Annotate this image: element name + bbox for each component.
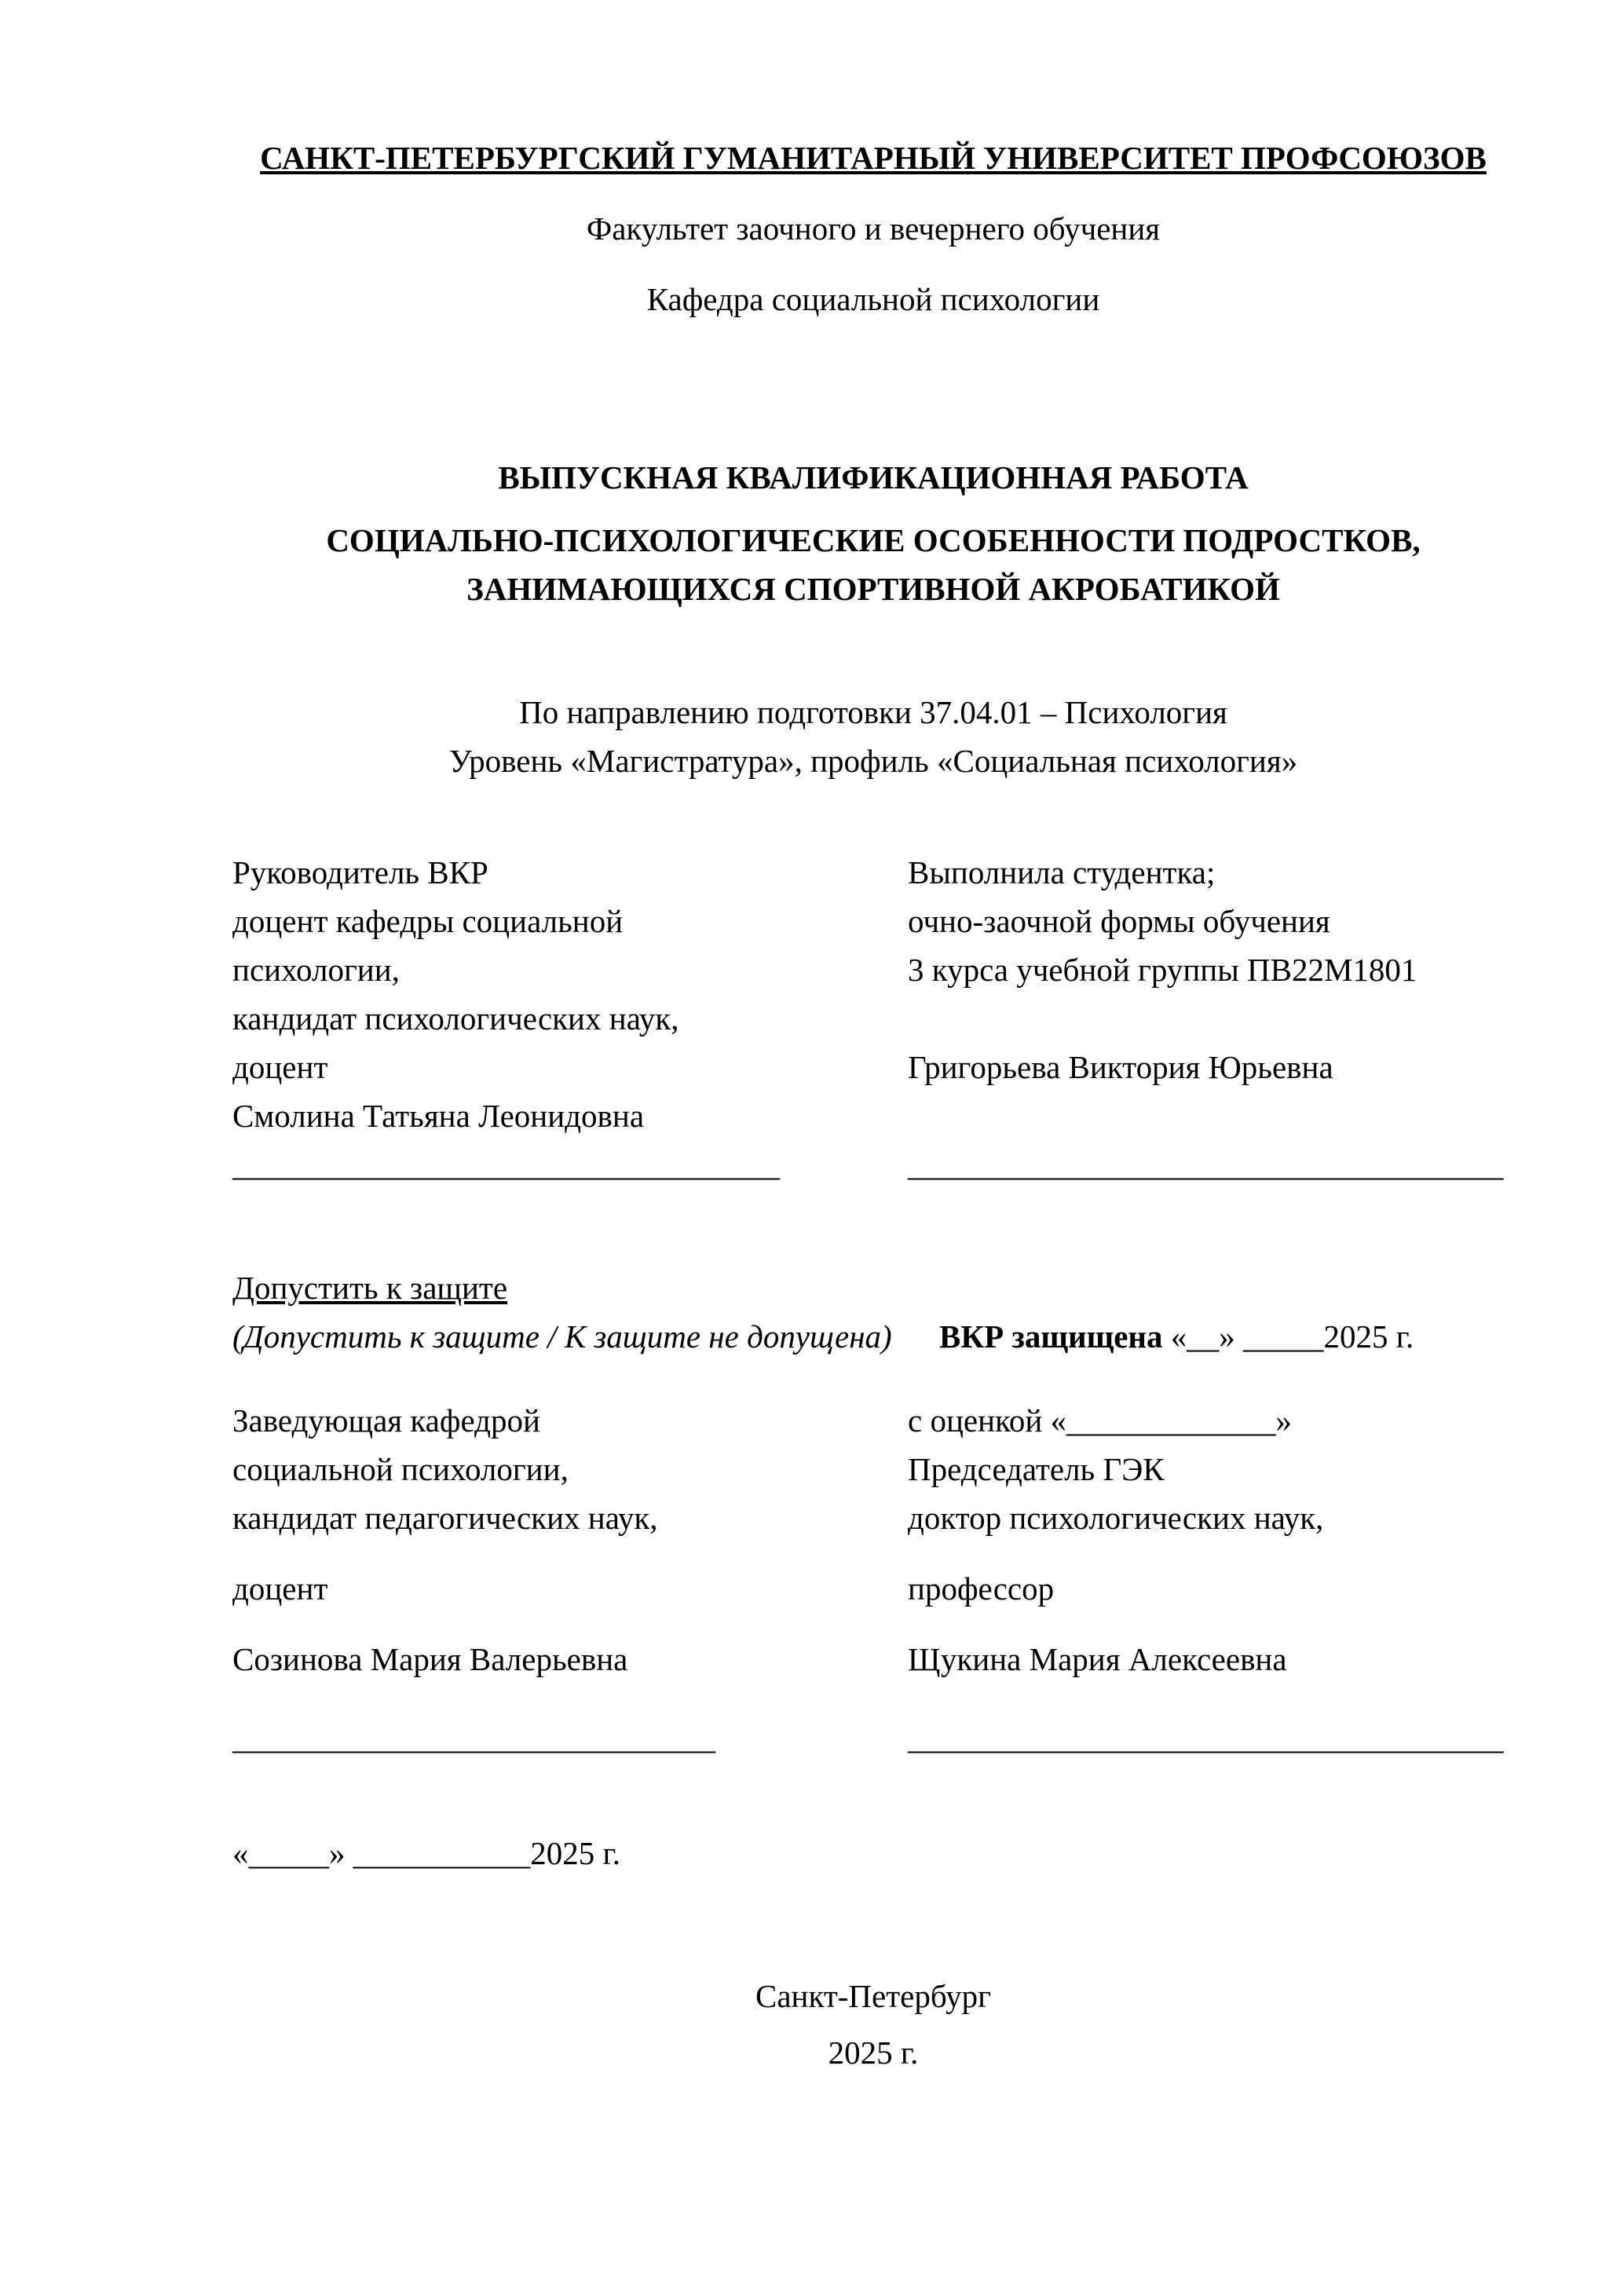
city-line: Санкт-Петербург bbox=[755, 1978, 991, 2014]
grade-blank-line: с оценкой «_____________» bbox=[908, 1402, 1293, 1439]
supervisor-name: Смолина Татьяна Леонидовна bbox=[232, 1098, 645, 1134]
dept-head-signature-line: ______________________________ bbox=[232, 1720, 715, 1756]
supervisor-position-line: психологии, bbox=[232, 952, 400, 988]
dept-head-rank-line: доцент bbox=[232, 1570, 328, 1607]
gek-chair-signature-line: _____________________________________ bbox=[908, 1720, 1504, 1756]
title-section bbox=[232, 453, 1514, 613]
gek-chair-degree-line: доктор психологических наук, bbox=[908, 1500, 1324, 1536]
admission-row bbox=[232, 1312, 1514, 1361]
year-line: 2025 г. bbox=[828, 2035, 919, 2071]
defense-date-blank: «__» _____2025 г. bbox=[1162, 1318, 1414, 1355]
gek-chair-role-line: Председатель ГЭК bbox=[908, 1451, 1165, 1487]
student-form-line: очно-заочной формы обучения bbox=[908, 903, 1330, 939]
student-signature-line: _____________________________________ bbox=[908, 1146, 1504, 1183]
thesis-title-line-2: ЗАНИМАЮЩИХСЯ СПОРТИВНОЙ АКРОБАТИКОЙ bbox=[466, 571, 1280, 607]
student-group-line: 3 курса учебной группы ПВ22М1801 bbox=[908, 952, 1417, 988]
admission-heading: Допустить к защите bbox=[232, 1270, 508, 1306]
gek-chair-name: Щукина Мария Алексеевна bbox=[908, 1641, 1287, 1677]
work-type-heading: ВЫПУСКНАЯ КВАЛИФИКАЦИОННАЯ РАБОТА bbox=[498, 459, 1249, 495]
supervisor-position-line: доцент кафедры социальной bbox=[232, 903, 624, 939]
gek-chair-column bbox=[908, 1396, 1514, 1762]
direction-line: По направлению подготовки 37.04.01 – Психология bbox=[519, 694, 1227, 730]
university-name: САНКТ-ПЕТЕРБУРГСКИЙ ГУМАНИТАРНЫЙ УНИВЕРСИТЕТ ПРОФСОЮЗОВ bbox=[260, 140, 1487, 176]
defense-line bbox=[939, 1312, 1514, 1361]
supervisor-degree-line: кандидат психологических наук, bbox=[232, 1000, 679, 1036]
dept-head-role-line: социальной психологии, bbox=[232, 1451, 569, 1487]
supervisor-role-line: Руководитель ВКР bbox=[232, 854, 488, 890]
student-role-line: Выполнила студентка; bbox=[908, 854, 1216, 890]
department-name: Кафедра социальной психологии bbox=[646, 281, 1100, 317]
supervisor-rank-line: доцент bbox=[232, 1049, 328, 1085]
level-line: Уровень «Магистратура», профиль «Социальная психология» bbox=[448, 743, 1298, 779]
supervisor-signature-line: __________________________________ bbox=[232, 1146, 780, 1183]
direction-section bbox=[232, 688, 1514, 785]
dept-head-degree-line: кандидат педагогических наук, bbox=[232, 1500, 658, 1536]
defense-label: ВКР защищена bbox=[939, 1318, 1163, 1355]
date-blank-line: «_____» ___________2025 г. bbox=[232, 1835, 620, 1871]
admission-note: (Допустить к защите / К защите не допущена) bbox=[232, 1318, 892, 1355]
thesis-title-line-1: СОЦИАЛЬНО-ПСИХОЛОГИЧЕСКИЕ ОСОБЕННОСТИ ПОДРОСТКОВ, bbox=[326, 522, 1421, 558]
document-header bbox=[232, 133, 1514, 324]
student-column bbox=[908, 848, 1514, 1189]
supervisor-student-block bbox=[232, 848, 1514, 1189]
supervisor-column bbox=[232, 848, 908, 1189]
student-name: Григорьева Виктория Юрьевна bbox=[908, 1049, 1333, 1085]
spacer-line bbox=[908, 1091, 1514, 1140]
committee-block bbox=[232, 1396, 1514, 1762]
faculty-name: Факультет заочного и вечернего обучения bbox=[586, 210, 1161, 247]
dept-head-role-line: Заведующая кафедрой bbox=[232, 1402, 540, 1439]
department-head-column bbox=[232, 1396, 908, 1762]
gek-chair-rank-line: профессор bbox=[908, 1570, 1055, 1607]
dept-head-name: Созинова Мария Валерьевна bbox=[232, 1641, 628, 1677]
spacer-line bbox=[908, 994, 1514, 1043]
